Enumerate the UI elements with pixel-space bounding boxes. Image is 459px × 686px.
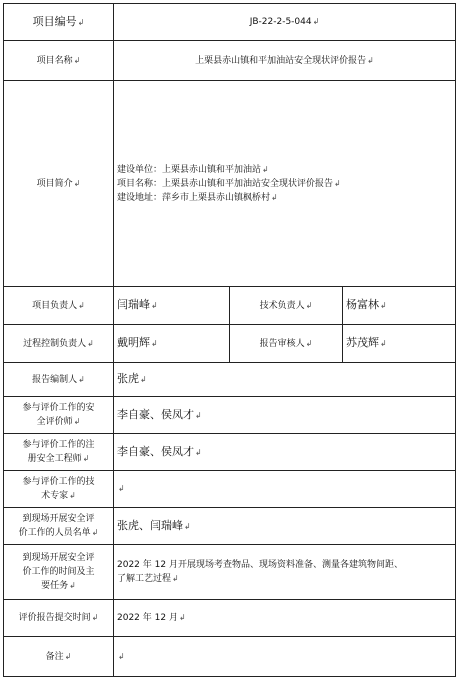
label-engineers: 参与评价工作的注 册安全工程师↲ bbox=[4, 434, 114, 471]
paragraph-mark-icon: ↲ bbox=[312, 17, 320, 26]
paragraph-mark-icon: ↲ bbox=[118, 484, 125, 493]
value-project-leader: 闫瑞峰↲ bbox=[114, 287, 230, 325]
paragraph-mark-icon: ↲ bbox=[73, 55, 81, 65]
row-compiler bbox=[4, 363, 456, 397]
label-process-control: 过程控制负责人↲ bbox=[4, 325, 114, 363]
value-evaluators: 李自豪、侯凤才↲ bbox=[114, 397, 456, 434]
project-info-table bbox=[3, 3, 456, 677]
value-site-tasks: 2022 年 12 月开展现场考查物品、现场资料准备、测量各建筑物间距、 了解工艺过程↲ bbox=[114, 545, 456, 600]
label-submit-time: 评价报告提交时间↲ bbox=[4, 600, 114, 637]
row-project-intro bbox=[4, 81, 456, 287]
label-project-intro: 项目简介↲ bbox=[4, 81, 114, 287]
label-project-name: 项目名称↲ bbox=[4, 41, 114, 81]
value-process-control: 戴明辉↲ bbox=[114, 325, 230, 363]
paragraph-mark-icon: ↲ bbox=[77, 17, 85, 27]
intro-line-address: 建设地址：萍乡市上栗县赤山镇枫桥村↲ bbox=[117, 192, 278, 203]
row-control bbox=[4, 325, 456, 363]
row-submit-time bbox=[4, 600, 456, 637]
value-tech-leader: 杨富林↲ bbox=[343, 287, 456, 325]
paragraph-mark-icon: ↲ bbox=[73, 178, 81, 188]
row-engineers bbox=[4, 434, 456, 471]
intro-line-unit: 建设单位：上栗县赤山镇和平加油站↲ bbox=[117, 164, 269, 175]
value-engineers: 李自豪、侯凤才↲ bbox=[114, 434, 456, 471]
value-remarks bbox=[114, 637, 456, 677]
label-project-leader: 项目负责人↲ bbox=[4, 287, 114, 325]
label-compiler: 报告编制人↲ bbox=[4, 363, 114, 397]
value-project-name: 上栗县赤山镇和平加油站安全现状评价报告↲ bbox=[114, 41, 456, 81]
label-reviewer: 报告审核人↲ bbox=[230, 325, 343, 363]
value-experts bbox=[114, 471, 456, 508]
row-experts bbox=[4, 471, 456, 508]
intro-line-name: 项目名称：上栗县赤山镇和平加油站安全现状评价报告↲ bbox=[117, 178, 341, 189]
label-site-tasks: 到现场开展安全评 价工作的时间及主 要任务↲ bbox=[4, 545, 114, 600]
row-site-tasks bbox=[4, 545, 456, 600]
paragraph-mark-icon: ↲ bbox=[118, 651, 125, 661]
label-tech-leader: 技术负责人↲ bbox=[230, 287, 343, 325]
value-reviewer: 苏茂辉↲ bbox=[343, 325, 456, 363]
row-project-number bbox=[4, 4, 456, 41]
value-project-intro bbox=[114, 81, 456, 287]
row-remarks bbox=[4, 637, 456, 677]
label-site-staff: 到现场开展安全评 价工作的人员名单↲ bbox=[4, 508, 114, 545]
label-project-number: 项目编号↲ bbox=[4, 4, 114, 41]
row-leaders bbox=[4, 287, 456, 325]
value-submit-time: 2022 年 12 月↲ bbox=[114, 600, 456, 637]
label-experts: 参与评价工作的技 术专家↲ bbox=[4, 471, 114, 508]
row-evaluators bbox=[4, 397, 456, 434]
label-remarks: 备注↲ bbox=[4, 637, 114, 677]
label-evaluators: 参与评价工作的安 全评价师↲ bbox=[4, 397, 114, 434]
value-site-staff: 张虎、闫瑞峰↲ bbox=[114, 508, 456, 545]
row-project-name bbox=[4, 41, 456, 81]
value-project-number: JB-22-2-5-044↲ bbox=[114, 4, 456, 41]
row-site-staff bbox=[4, 508, 456, 545]
paragraph-mark-icon: ↲ bbox=[367, 55, 374, 65]
value-compiler: 张虎↲ bbox=[114, 363, 456, 397]
